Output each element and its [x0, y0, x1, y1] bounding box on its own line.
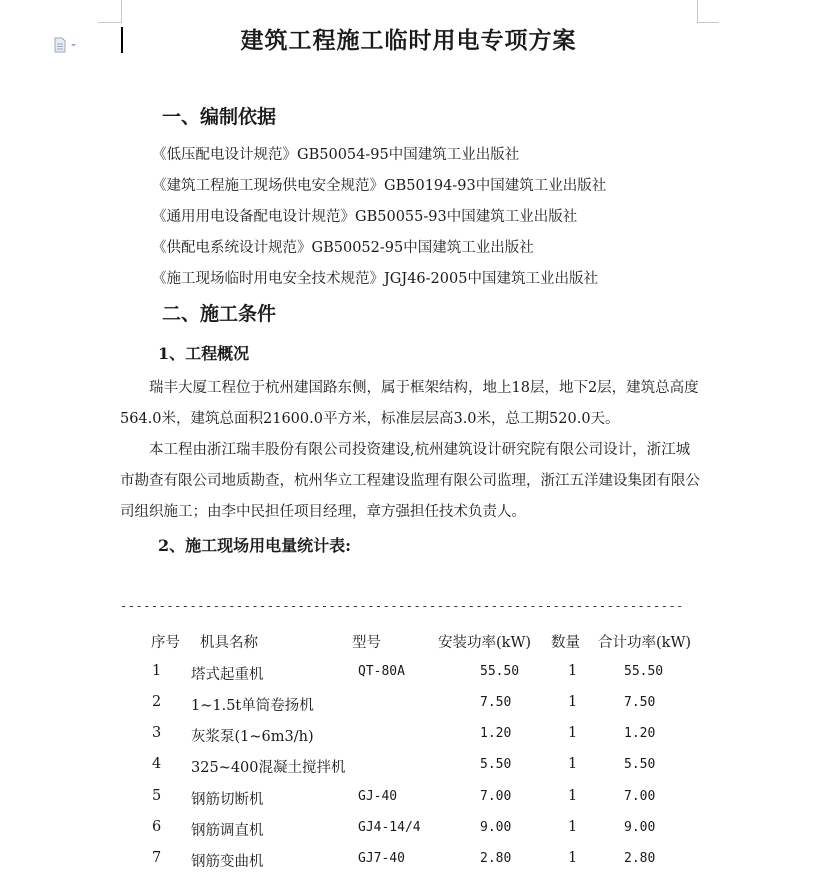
cell-install-power: 9.00 [480, 820, 512, 835]
cell-name: 325~400混凝土搅拌机 [191, 760, 346, 776]
cell-quantity: 1 [568, 694, 578, 710]
overview-paragraph-2: 本工程由浙江瑞丰股份有限公司投资建设,杭州建筑设计研究院有限公司设计，浙江城市勘查有限公司地质勘查，杭州华立工程建设监理有限公司监理，浙江五洋建设集团有限公司组织施工；由李中民担任项目经理，章方强担任技术负责人。 [120, 442, 700, 520]
cell-quantity: 1 [568, 663, 578, 679]
cell-total-power: 55.50 [624, 664, 664, 679]
cell-model: GJ7-40 [358, 851, 405, 866]
table-header-no: 序号 [151, 635, 180, 651]
cell-total-power: 7.50 [624, 695, 656, 710]
cell-install-power: 5.50 [480, 757, 512, 772]
cell-model: QT-80A [358, 664, 405, 679]
cell-install-power: 7.00 [480, 789, 512, 804]
cell-install-power: 7.50 [480, 695, 512, 710]
cell-no: 6 [152, 819, 162, 835]
reference-item: 《通用用电设备配电设计规范》GB50055-93中国建筑工业出版社 [152, 209, 578, 225]
cell-quantity: 1 [568, 756, 578, 772]
reference-item: 《建筑工程施工现场供电安全规范》GB50194-93中国建筑工业出版社 [152, 178, 607, 194]
cell-model: GJ-40 [358, 789, 398, 804]
table-header-install-power: 安装功率(kW) [438, 635, 532, 651]
cell-no: 7 [152, 850, 162, 866]
crop-mark-left-vertical [121, 0, 122, 22]
section-heading-basis: 一、编制依据 [162, 106, 277, 128]
cell-name: 钢筋调直机 [191, 823, 264, 839]
dashed-separator: ------------------------------------------------------------------------- [120, 599, 684, 613]
reference-item: 《施工现场临时用电安全技术规范》JGJ46-2005中国建筑工业出版社 [152, 271, 598, 287]
cell-quantity: 1 [568, 850, 578, 866]
cell-name: 钢筋切断机 [191, 792, 264, 808]
cell-name: 塔式起重机 [191, 667, 264, 683]
cell-quantity: 1 [568, 725, 578, 741]
subsection-heading-overview: 1、工程概况 [158, 344, 250, 363]
cell-quantity: 1 [568, 819, 578, 835]
cell-no: 5 [152, 788, 162, 804]
cell-install-power: 55.50 [480, 664, 520, 679]
reference-item: 《低压配电设计规范》GB50054-95中国建筑工业出版社 [152, 147, 520, 163]
table-header-name: 机具名称 [200, 635, 258, 651]
cell-total-power: 7.00 [624, 789, 656, 804]
cell-total-power: 9.00 [624, 820, 656, 835]
cell-quantity: 1 [568, 788, 578, 804]
document-title: 建筑工程施工临时用电专项方案 [240, 27, 577, 54]
cell-install-power: 1.20 [480, 726, 512, 741]
cell-no: 2 [152, 694, 162, 710]
reference-item: 《供配电系统设计规范》GB50052-95中国建筑工业出版社 [152, 240, 534, 256]
cell-model: GJ4-14/4 [358, 820, 421, 835]
cell-name: 钢筋变曲机 [191, 854, 264, 870]
cell-total-power: 1.20 [624, 726, 656, 741]
cell-name: 灰浆泵(1~6m3/h) [191, 729, 314, 745]
cell-install-power: 2.80 [480, 851, 512, 866]
subsection-heading-power-table: 2、施工现场用电量统计表: [158, 536, 352, 555]
cell-total-power: 2.80 [624, 851, 656, 866]
crop-mark-right-vertical [697, 0, 698, 22]
table-header-model: 型号 [352, 635, 381, 651]
cell-name: 1~1.5t单筒卷扬机 [191, 698, 314, 714]
cell-no: 3 [152, 725, 162, 741]
cell-no: 1 [152, 663, 162, 679]
cell-no: 4 [152, 756, 162, 772]
section-heading-conditions: 二、施工条件 [162, 303, 277, 325]
table-header-quantity: 数量 [551, 635, 580, 651]
overview-paragraph-1: 瑞丰大厦工程位于杭州建国路东侧，属于框架结构，地上18层，地下2层，建筑总高度564.0米，建筑总面积21600.0平方米，标准层层高3.0米，总工期520.0天。 [120, 380, 699, 427]
table-header-total-power: 合计功率(kW) [598, 635, 692, 651]
cell-total-power: 5.50 [624, 757, 656, 772]
